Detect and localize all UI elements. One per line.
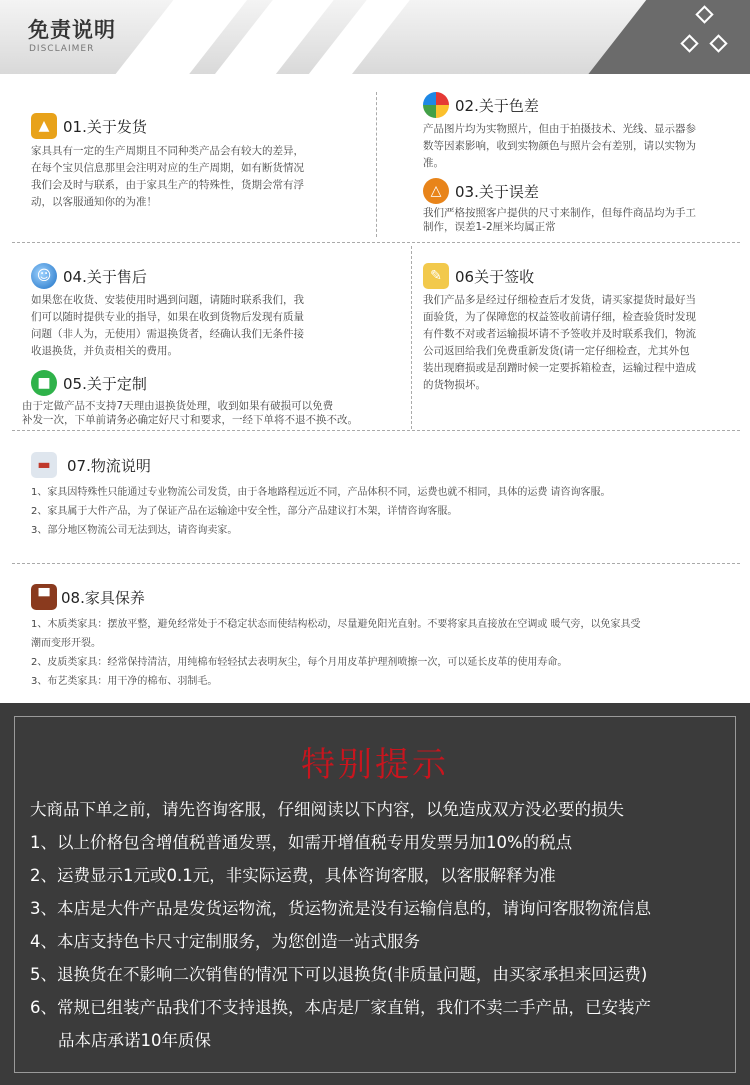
text-line: 有件数不对或者运输损坏请不予签收并及时联系我们，物流	[423, 328, 696, 340]
section-body	[423, 292, 696, 394]
notice-line: 大商品下单之前，请先咨询客服，仔细阅读以下内容，以免造成双方没必要的损失	[30, 800, 624, 819]
section-body	[423, 121, 696, 172]
section-after-sales	[31, 262, 304, 360]
text-line: 们可以随时提供专业的指导，如果在收到货物后发现有质量	[31, 311, 304, 323]
text-line: 公司返回给我们免费重新发货(请一定仔细检查，尤其外包	[423, 345, 690, 357]
text-line: 面验货，为了保障您的权益签收前请仔细，检查验货时发现	[423, 311, 696, 323]
text-line: 动，以客服通知你的为准！	[31, 196, 157, 208]
delivery-worker-icon: ▲	[31, 113, 57, 139]
section-title: 03.关于误差	[455, 182, 539, 201]
text-line: 2、家具属于大件产品，为了保证产品在运输途中安全性，部分产品建议打木架，详情咨询客服。	[31, 506, 458, 517]
section-body	[423, 206, 696, 234]
text-line: 制作，误差1-2厘米均属正常	[423, 221, 556, 233]
divider-horizontal	[12, 242, 740, 243]
divider-vertical	[376, 92, 377, 237]
text-line: 收退换货，并负责相关的费用。	[31, 345, 178, 357]
text-line: 2、皮质类家具：经常保持清洁，用纯棉布轻轻拭去表明灰尘，每个月用皮革护理剂喷擦一次，可以延长皮革的使用寿命。	[31, 657, 568, 668]
text-line: 3、部分地区物流公司无法到达，请咨询卖家。	[31, 525, 238, 536]
section-title: 01.关于发货	[63, 117, 147, 136]
text-line: 我们严格按照客户提供的尺寸来制作，但每件商品均为手工	[423, 207, 696, 219]
section-shipping	[31, 112, 304, 211]
sofa-icon: ▀	[31, 584, 57, 610]
text-line: 我们会及时与联系，由于家具生产的特殊性，货期会常有浮	[31, 179, 304, 191]
section-customization	[22, 369, 358, 427]
text-line: 装出现磨损或是刮蹭时候一定要拆箱检查，运输过程中造成	[423, 362, 696, 374]
notice-line: 3、本店是大件产品是发货运物流，货运物流是没有运输信息的，请询问客服物流信息	[30, 899, 651, 918]
truck-icon: ▬	[31, 452, 57, 478]
color-wheel-icon	[423, 92, 449, 118]
header-dark-corner	[568, 0, 750, 74]
text-line: 1、家具因特殊性只能通过专业物流公司发货，由于各地路程远近不同，产品体积不同，运费也就不相同，具体的运费 请咨询客服。	[31, 487, 611, 498]
section-title: 05.关于定制	[63, 374, 147, 393]
divider-horizontal	[12, 430, 740, 431]
section-title: 04.关于售后	[63, 267, 147, 286]
notice-line: 6、常规已组装产品我们不支持退换，本店是厂家直销，我们不卖二手产品，已安装产	[30, 998, 651, 1017]
text-line: 在每个宝贝信息那里会注明对应的生产周期，如有断货情况	[31, 162, 304, 174]
section-error-tolerance	[423, 177, 696, 234]
disclaimer-header	[0, 0, 750, 74]
text-line: 潮而变形开裂。	[31, 638, 101, 649]
service-globe-icon: ☺	[31, 263, 57, 289]
text-line: 1、木质类家具：摆放平整，避免经常处于不稳定状态而使结构松动，尽量避免阳光直射。不要将家具直接放在空调或 暖气旁，以免家具受	[31, 619, 641, 630]
section-body	[22, 399, 358, 427]
section-sign-receipt	[423, 262, 696, 394]
section-body	[31, 483, 611, 540]
notice-line: 2、运费显示1元或0.1元，非实际运费，具体咨询客服，以客服解释为准	[30, 866, 556, 885]
divider-horizontal	[12, 563, 740, 564]
text-line: 家具具有一定的生产周期且不同种类产品会有较大的差异，	[31, 145, 304, 157]
page-title: 免责说明	[28, 18, 116, 42]
text-line: 3、布艺类家具：用干净的棉布、羽制毛。	[31, 676, 218, 687]
section-logistics	[31, 451, 611, 540]
text-line: 由于定做产品不支持7天理由退换货处理，收到如果有破损可以免费	[22, 400, 334, 412]
sign-document-icon: ✎	[423, 263, 449, 289]
text-line: 的货物损坏。	[423, 379, 486, 391]
notice-line: 品本店承诺10年质保	[58, 1031, 211, 1050]
text-line: 问题（非人为，无使用）需退换货者，经确认我们无条件接	[31, 328, 304, 340]
triangle-warning-icon: △	[423, 178, 449, 204]
notice-line: 1、以上价格包含增值税普通发票，如需开增值税专用发票另加10%的税点	[30, 833, 573, 852]
section-title: 07.物流说明	[67, 456, 151, 475]
text-line: 准。	[423, 157, 444, 169]
section-title: 06关于签收	[455, 267, 535, 286]
text-line: 我们产品多是经过仔细检查后才发货，请买家提货时最好当	[423, 294, 696, 306]
section-body	[31, 292, 304, 360]
special-notice-panel	[0, 703, 750, 1085]
text-line: 如果您在收货、安装使用时遇到问题，请随时联系我们，我	[31, 294, 304, 306]
section-body	[31, 143, 304, 211]
notice-line: 5、退换货在不影响二次销售的情况下可以退换货(非质量问题，由买家承担来回运费)	[30, 965, 648, 984]
notice-line: 4、本店支持色卡尺寸定制服务，为您创造一站式服务	[30, 932, 420, 951]
section-title: 08.家具保养	[61, 588, 145, 607]
custom-green-icon: ■	[31, 370, 57, 396]
section-body	[31, 615, 641, 691]
divider-vertical	[411, 246, 412, 429]
section-color-difference	[423, 91, 696, 172]
notice-title: 特别提示	[301, 745, 449, 785]
page-subtitle: DISCLAIMER	[29, 44, 95, 54]
text-line: 产品图片均为实物照片，但由于拍摄技术、光线、显示器参	[423, 123, 696, 135]
text-line: 补发一次，下单前请务必确定好尺寸和要求，一经下单将不退不换不改。	[22, 414, 358, 426]
section-title: 02.关于色差	[455, 96, 539, 115]
section-maintenance	[31, 583, 641, 691]
text-line: 数等因素影响，收到实物颜色与照片会有差别，请以实物为	[423, 140, 696, 152]
